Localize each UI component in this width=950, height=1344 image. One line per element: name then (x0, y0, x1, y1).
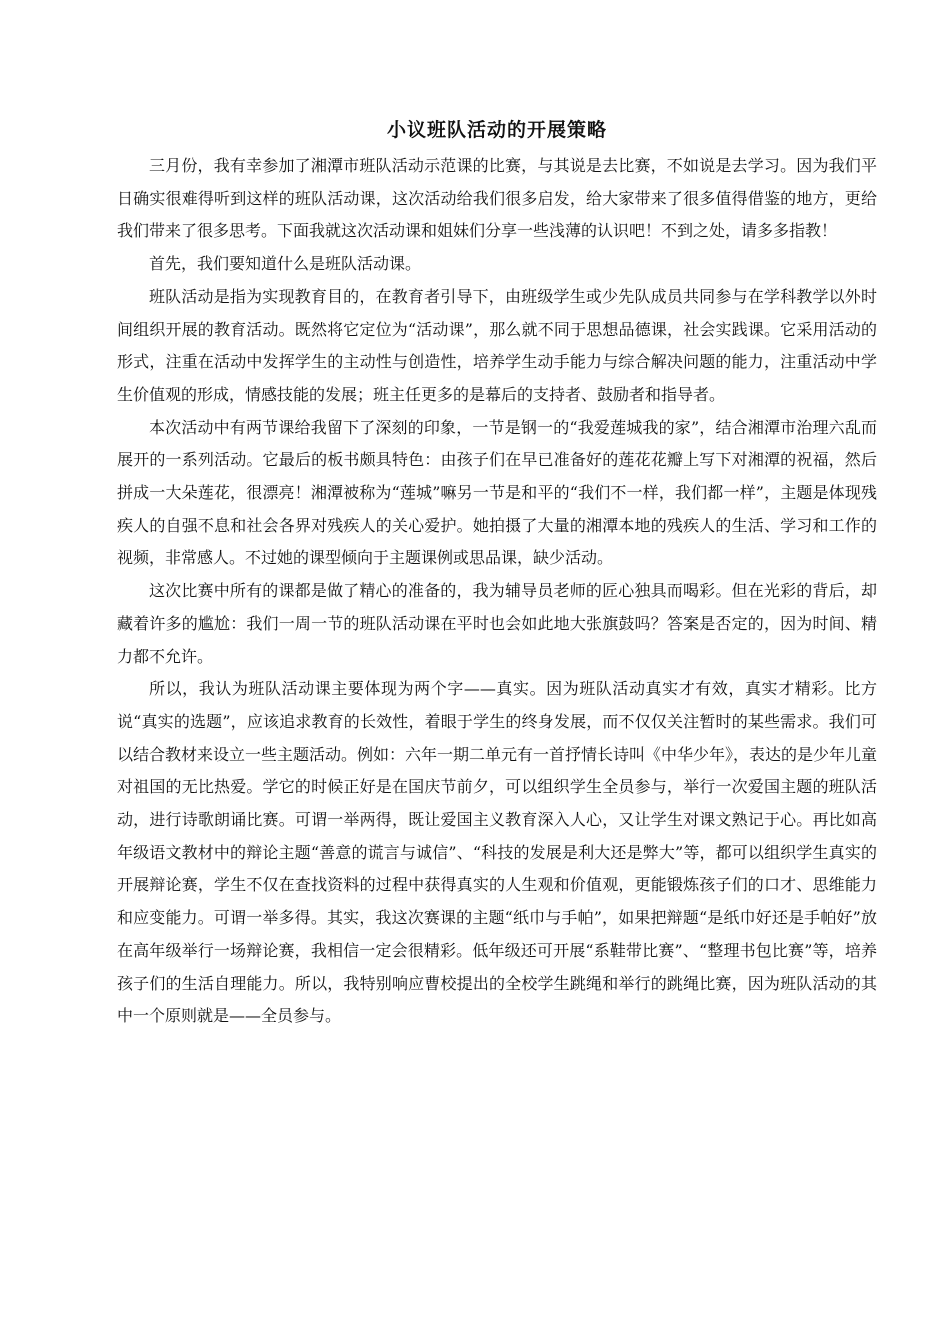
paragraph-definition-lead: 首先，我们要知道什么是班队活动课。 (149, 254, 422, 274)
paragraph-definition: 班队活动是指为实现教育目的，在教育者引导下，由班级学生或少先队成员共同参与在学科教学以外时间组织开展的教育活动。既然将它定位为“活动课”，那么就不同于思想品德课，社会实践课。它采用活动的形式，注重在活动中发挥学生的主动性与创造性，培养学生动手能力与综合解决问题的能力，注重活动中学生价值观的形成，情感技能的发展；班主任更多的是幕后的支持者、鼓励者和指导者。 (117, 286, 877, 404)
paragraph-reflection: 这次比赛中所有的课都是做了精心的准备的，我为辅导员老师的匠心独具而喝彩。但在光彩的背后，却藏着许多的尴尬：我们一周一节的班队活动课在平时也会如此地大张旗鼓吗？答案是否定的，因为时间、精力都不允许。 (117, 581, 877, 666)
paragraph-impressions: 本次活动中有两节课给我留下了深刻的印象，一节是钢一的“我爱莲城我的家”，结合湘潭市治理六乱而展开的一系列活动。它最后的板书颇具特色：由孩子们在早已准备好的莲花花瓣上写下对湘潭的祝福，然后拼成一大朵莲花，很漂亮！湘潭被称为“莲城”嘛另一节是和平的“我们不一样，我们都一样”，主题是体现残疾人的自强不息和社会各界对残疾人的关心爱护。她拍摄了大量的湘潭本地的残疾人的生活、学习和工作的视频，非常感人。不过她的课型倾向于主题课例或思品课，缺少活动。 (117, 417, 877, 568)
document-page (117, 114, 877, 1033)
document-title: 小议班队活动的开展策略 (386, 119, 607, 141)
paragraph-conclusion: 所以，我认为班队活动课主要体现为两个字——真实。因为班队活动真实才有效，真实才精彩。比方说“真实的选题”，应该追求教育的长效性，着眼于学生的终身发展，而不仅仅关注暂时的某些需求。我们可以结合教材来设立一些主题活动。例如：六年一期二单元有一首抒情长诗叫《中华少年》，表达的是少年儿童对祖国的无比热爱。学它的时候正好是在国庆节前夕，可以组织学生全员参与，举行一次爱国主题的班队活动，进行诗歌朗诵比赛。可谓一举两得，既让爱国主义教育深入人心，又让学生对课文熟记于心。再比如高年级语文教材中的辩论主题“善意的谎言与诚信”、“科技的发展是利大还是弊大”等，都可以组织学生真实的开展辩论赛，学生不仅在查找资料的过程中获得真实的人生观和价值观，更能锻炼孩子们的口才、思维能力和应变能力。可谓一举多得。其实，我这次赛课的主题“纸巾与手帕”，如果把辩题“是纸巾好还是手帕好”放在高年级举行一场辩论赛，我相信一定会很精彩。低年级还可开展“系鞋带比赛”、“整理书包比赛”等，培养孩子们的生活自理能力。所以，我特别响应曹校提出的全校学生跳绳和举行的跳绳比赛，因为班队活动的其中一个原则就是——全员参与。 (117, 679, 878, 1026)
paragraph-intro: 三月份，我有幸参加了湘潭市班队活动示范课的比赛，与其说是去比赛，不如说是去学习。因为我们平日确实很难得听到这样的班队活动课，这次活动给我们很多启发，给大家带来了很多值得借鉴的地方，更给我们带来了很多思考。下面我就这次活动课和姐妹们分享一些浅薄的认识吧！不到之处，请多多指教！ (117, 156, 877, 241)
